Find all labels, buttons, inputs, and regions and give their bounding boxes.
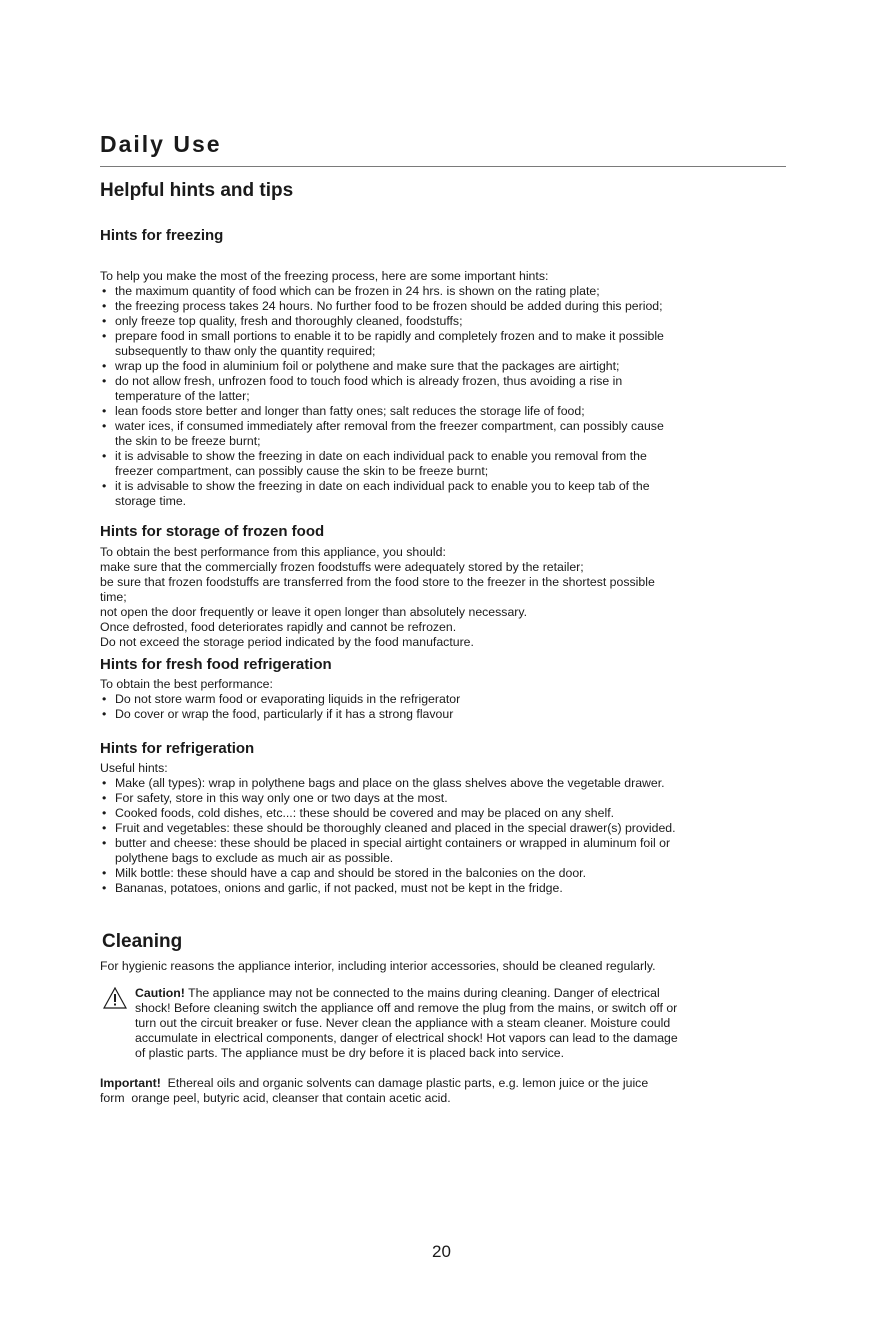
bullet-icon: • (102, 449, 107, 463)
list-item-text: the maximum quantity of food which can be frozen in 24 hrs. is shown on the rating plate; (115, 284, 600, 298)
list-item-text: polythene bags to exclude as much air as possible. (115, 851, 394, 865)
list-item-text: the freezing process takes 24 hours. No further food to be frozen should be added during this period; (115, 299, 663, 313)
list-item-text: Cooked foods, cold dishes, etc...: these should be covered and may be placed on any shelf. (115, 806, 615, 820)
freezing-intro: To help you make the most of the freezing process, here are some important hints: (100, 269, 549, 283)
bullet-icon: • (102, 692, 107, 706)
list-item-text: only freeze top quality, fresh and thoroughly cleaned, foodstuffs; (115, 314, 463, 328)
bullet-icon: • (102, 359, 107, 373)
page-number: 20 (432, 1242, 451, 1261)
list-item (100, 866, 790, 881)
list-item (100, 836, 790, 866)
list-item-text: it is advisable to show the freezing in date on each individual pack to enable you to keep tab of the (115, 479, 650, 493)
bullet-icon: • (102, 881, 107, 895)
fresh-heading: Hints for fresh food refrigeration (100, 656, 332, 673)
list-item-text: For safety, store in this way only one or two days at the most. (115, 791, 448, 805)
storage-line: make sure that the commercially frozen foodstuffs were adequately stored by the retailer; (100, 560, 584, 574)
list-item (100, 806, 790, 821)
storage-hints (100, 545, 790, 650)
fresh-intro: To obtain the best performance: (100, 677, 273, 691)
storage-line: Once defrosted, food deteriorates rapidly and cannot be refrozen. (100, 620, 457, 634)
list-item (100, 374, 790, 404)
warning-triangle-icon (103, 987, 127, 1009)
bullet-icon: • (102, 329, 107, 343)
list-item-text: Do cover or wrap the food, particularly if it has a strong flavour (115, 707, 454, 721)
refrigeration-hints (100, 761, 790, 896)
section-title: Helpful hints and tips (100, 180, 294, 201)
important-text: form orange peel, butyric acid, cleanser that contain acetic acid. (100, 1091, 451, 1105)
list-item (100, 479, 790, 509)
list-item-text: Milk bottle: these should have a cap and should be stored in the balconies on the door. (115, 866, 587, 880)
caution-notice (135, 986, 795, 1061)
list-item-text: Make (all types): wrap in polythene bags and place on the glass shelves above the vegetable drawer. (115, 776, 665, 790)
important-label: Important! (100, 1076, 161, 1090)
caution-label: Caution! (135, 986, 185, 1000)
bullet-icon: • (102, 374, 107, 388)
list-item-text: water ices, if consumed immediately after removal from the freezer compartment, can possibly cause (115, 419, 664, 433)
bullet-icon: • (102, 299, 107, 313)
list-item-text: Bananas, potatoes, onions and garlic, if not packed, must not be kept in the fridge. (115, 881, 563, 895)
list-item (100, 404, 790, 419)
list-item-text: storage time. (115, 494, 187, 508)
storage-line: To obtain the best performance from this appliance, you should: (100, 545, 446, 559)
bullet-icon: • (102, 419, 107, 433)
list-item (100, 692, 790, 707)
title-divider (100, 166, 786, 167)
fresh-hints (100, 677, 790, 722)
caution-text: accumulate in electrical components, danger of electrical shock! Hot vapors can lead to the damage (135, 1031, 678, 1045)
storage-heading: Hints for storage of frozen food (100, 523, 325, 540)
list-item (100, 299, 790, 314)
bullet-icon: • (102, 404, 107, 418)
freezing-heading: Hints for freezing (100, 227, 224, 244)
caution-text: The appliance may not be connected to the mains during cleaning. Danger of electrical (184, 986, 660, 1000)
freezing-hints (100, 269, 790, 509)
list-item-text: lean foods store better and longer than fatty ones; salt reduces the storage life of food; (115, 404, 585, 418)
cleaning-intro: For hygienic reasons the appliance interior, including interior accessories, should be cleaned regularly. (100, 959, 656, 973)
list-item-text: do not allow fresh, unfrozen food to touch food which is already frozen, thus avoiding a rise in (115, 374, 623, 388)
bullet-icon: • (102, 806, 107, 820)
storage-line: not open the door frequently or leave it open longer than absolutely necessary. (100, 605, 528, 619)
list-item (100, 707, 790, 722)
list-item (100, 881, 790, 896)
list-item-text: temperature of the latter; (115, 389, 250, 403)
bullet-icon: • (102, 821, 107, 835)
list-item (100, 329, 790, 359)
bullet-icon: • (102, 776, 107, 790)
caution-first-line (135, 986, 795, 1001)
storage-line: Do not exceed the storage period indicated by the food manufacture. (100, 635, 474, 649)
list-item-text: it is advisable to show the freezing in date on each individual pack to enable you removal from the (115, 449, 647, 463)
important-text: Ethereal oils and organic solvents can damage plastic parts, e.g. lemon juice or the juice (160, 1076, 649, 1090)
bullet-icon: • (102, 707, 107, 721)
bullet-icon: • (102, 836, 107, 850)
storage-line: time; (100, 590, 127, 604)
list-item-text: wrap up the food in aluminium foil or polythene and make sure that the packages are airtight; (115, 359, 620, 373)
list-item-text: subsequently to thaw only the quantity required; (115, 344, 376, 358)
caution-text: turn out the circuit breaker or fuse. Never clean the appliance with a steam cleaner. Moisture could (135, 1016, 671, 1030)
list-item-text: butter and cheese: these should be placed in special airtight containers or wrapped in aluminum foil or (115, 836, 671, 850)
caution-text: shock! Before cleaning switch the appliance off and remove the plug from the mains, or switch off or (135, 1001, 678, 1015)
storage-line: be sure that frozen foodstuffs are transferred from the food store to the freezer in the shortest possible (100, 575, 655, 589)
list-item-text: Fruit and vegetables: these should be thoroughly cleaned and placed in the special drawer(s) provided. (115, 821, 676, 835)
page-title: Daily Use (100, 131, 222, 157)
list-item-text: freezer compartment, can possibly cause the skin to be freeze burnt; (115, 464, 489, 478)
list-item-text: Do not store warm food or evaporating liquids in the refrigerator (115, 692, 461, 706)
caution-text: of plastic parts. The appliance must be dry before it is placed back into service. (135, 1046, 565, 1060)
list-item-text: prepare food in small portions to enable it to be rapidly and completely frozen and to make it possible (115, 329, 664, 343)
refrigeration-intro: Useful hints: (100, 761, 168, 775)
refrigeration-heading: Hints for refrigeration (100, 740, 255, 757)
list-item (100, 821, 790, 836)
bullet-icon: • (102, 284, 107, 298)
important-first-line (100, 1076, 790, 1091)
list-item (100, 449, 790, 479)
list-item-text: the skin to be freeze burnt; (115, 434, 261, 448)
list-item (100, 314, 790, 329)
bullet-icon: • (102, 479, 107, 493)
bullet-icon: • (102, 866, 107, 880)
list-item (100, 419, 790, 449)
cleaning-heading: Cleaning (102, 931, 183, 952)
list-item (100, 284, 790, 299)
important-notice (100, 1076, 790, 1106)
bullet-icon: • (102, 314, 107, 328)
list-item (100, 791, 790, 806)
list-item (100, 776, 790, 791)
list-item (100, 359, 790, 374)
bullet-icon: • (102, 791, 107, 805)
